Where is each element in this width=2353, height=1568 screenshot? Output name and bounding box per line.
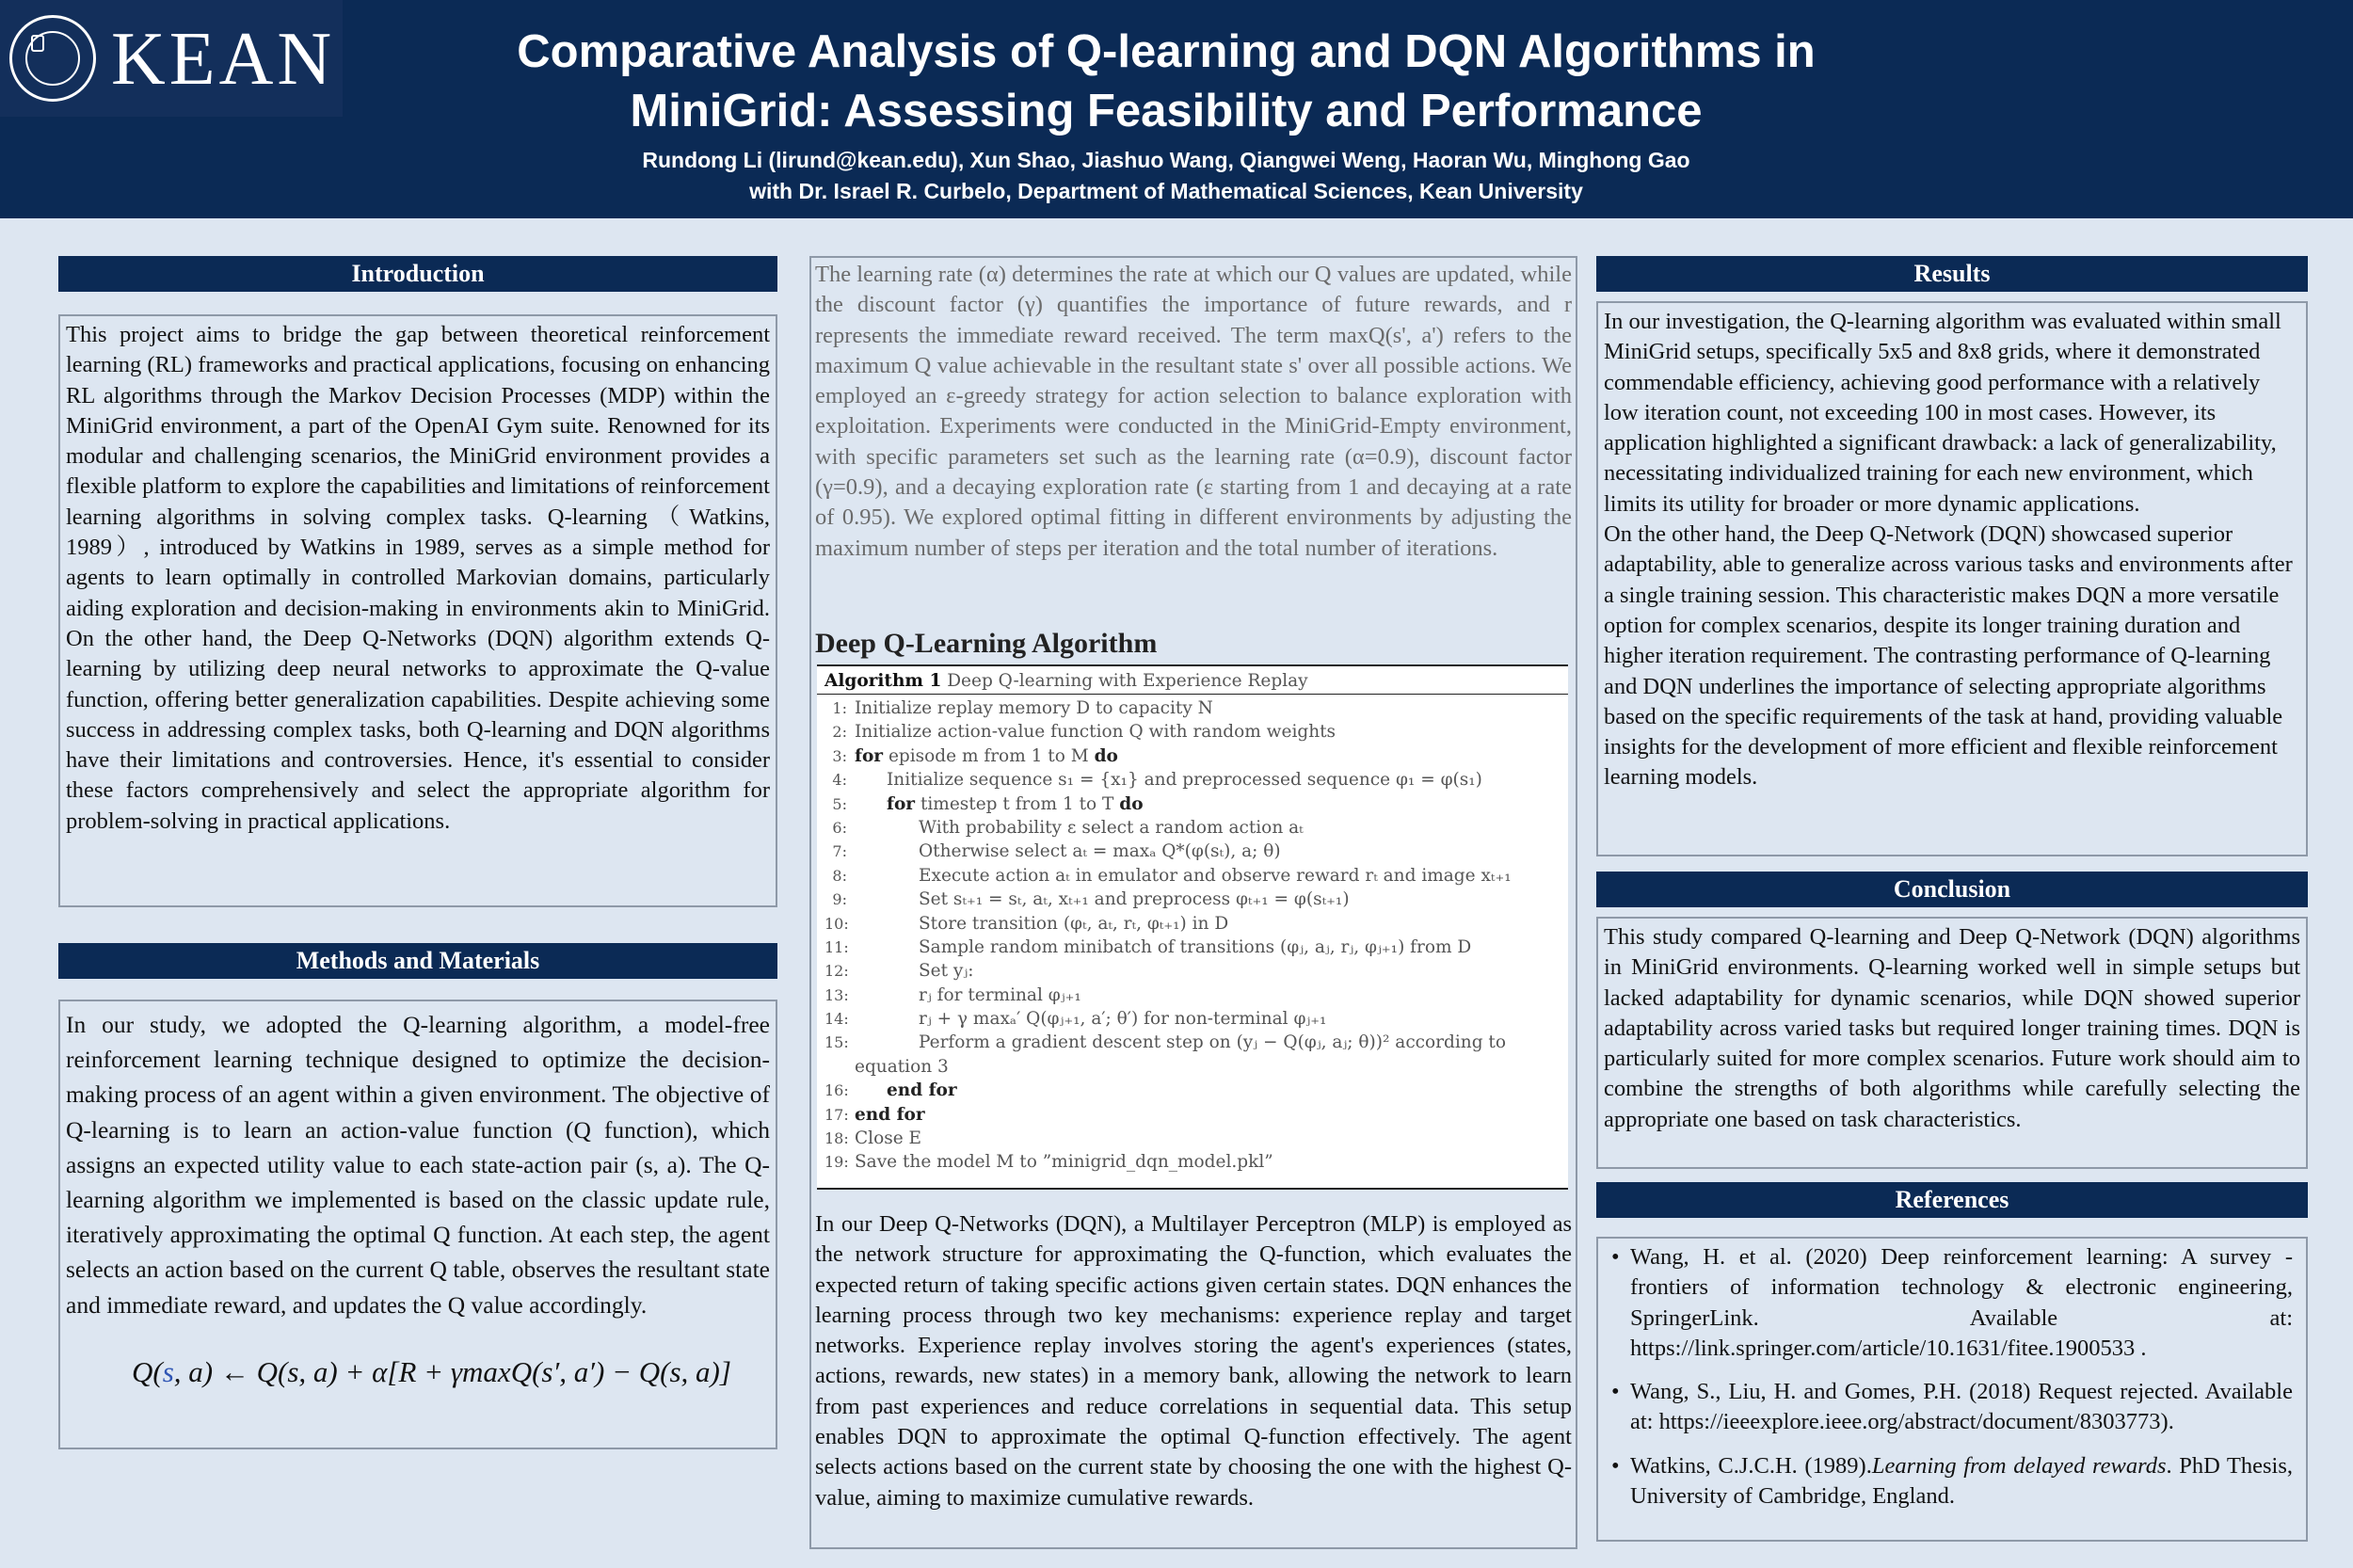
conclusion-heading: Conclusion [1596,872,2308,907]
algorithm-line-text: Set sₜ₊₁ = sₜ, aₜ, xₜ₊₁ and preprocess φₜ₊₁ = φ(sₜ₊₁) [919,889,1350,910]
title-line-1: Comparative Analysis of Q-learning and DQN Algorithms in [517,26,1816,77]
algorithm-line [824,696,1561,720]
logo-wordmark: KEAN [111,18,336,101]
authors-line-2: with Dr. Israel R. Curbelo, Department of Mathematical Sciences, Kean University [749,179,1583,203]
algorithm-line [824,792,1561,816]
university-seal-icon [9,15,96,102]
results-heading: Results [1596,256,2308,292]
results-box [1596,301,2308,856]
algorithm-line-number: 19: [824,1153,849,1172]
introduction-box [58,314,777,907]
algorithm-line [824,840,1561,863]
learning-rate-text: The learning rate (α) determines the rate at which our Q values are updated, while the discount factor (γ) quantifies the importance of future rewards, and r represents the immediate reward received. The term maxQ(s', a') refers to the maximum Q value achievable in the resultant state s' over all possible actions. We employed an ε-greedy strategy for action selection to balance exploration with exploitation. Experiments were conducted in the MiniGrid-Empty environment, with specific parameters set such as the learning rate (α=0.9), discount factor (γ=0.9), and a decaying exploration rate (ε starting from 1 and decaying at a rate of 0.95). We explored optimal fitting in different environments by adjusting the maximum number of steps per iteration and the total number of iterations. [815,262,1572,561]
algorithm-line-text: Sample random minibatch of transitions (φⱼ, aⱼ, rⱼ, φⱼ₊₁) from D [919,936,1472,957]
algorithm-line-text: Initialize action-value function Q with random weights [855,722,1337,743]
algorithm-line [824,1055,1561,1079]
results-paragraph-1: In our investigation, the Q-learning algorithm was evaluated within small MiniGrid setups, specifically 5x5 and 8x8 grids, where it demonstrated commendable efficiency, achieving good performance with a relatively low iteration count, not exceeding 100 in most cases. However, its application highlighted a significant drawback: a lack of generalizability, necessitating individualized training for each new environment, which limits its utility for broader or more dynamic applications. [1604,309,2281,517]
algorithm-line-number: 3: [832,746,847,765]
algorithm-line-number: 14: [824,1010,849,1029]
algorithm-line-text: for episode m from 1 to M do [855,745,1118,766]
algorithm-line [824,912,1561,936]
algorithm-lines [817,695,1568,1176]
methods-text: In our study, we adopted the Q-learning algorithm, a model-free reinforcement learning technique designed to optimize the decision-making process of an agent within a given environment. The objective of Q-learning is to learn an action-value function (Q function), which assigns an expected utility value to each state-action pair (s, a). The Q-learning algorithm we implemented is based on the classic update rule, iteratively approximating the optimal Q function. At each step, the agent selects an action based on the current Q table, observes the resultant state and immediate reward, and updates the Q value accordingly. [66,1011,770,1319]
algorithm-line [824,1007,1561,1031]
algorithm-line [824,1103,1561,1127]
algorithm-line-text: Save the model M to ”minigrid_dqn_model.pkl” [855,1152,1273,1173]
algorithm-line [824,888,1561,911]
reference-item: • Wang, H. et al. (2020) Deep reinforcement learning: A survey - frontiers of information technology & electronic engineering, SpringerLink. Available at: https://link.springer.com/article/10.1631/fitee.1900533 . [1611,1242,2293,1364]
poster-header [0,0,2353,218]
title-line-2: MiniGrid: Assessing Feasibility and Performance [630,86,1703,136]
algorithm-line-text: Execute action aₜ in emulator and observe reward rₜ and image xₜ₊₁ [919,865,1512,886]
algorithm-line [824,744,1561,768]
algorithm-line-number: 12: [824,962,849,981]
algorithm-line-number: 8: [832,866,847,885]
algorithm-line-text: Otherwise select aₜ = maxₐ Q*(φ(sₜ), a; θ) [919,841,1281,862]
algorithm-line-text: Set yⱼ: [919,961,974,982]
algorithm-line [824,1079,1561,1102]
algorithm-line [824,959,1561,983]
algorithm-line-text: rⱼ for terminal φⱼ₊₁ [919,984,1081,1005]
algorithm-line-number: 18: [824,1129,849,1148]
algorithm-line-text: end for [887,1080,957,1101]
algorithm-line [824,1031,1561,1054]
methods-heading: Methods and Materials [58,943,777,979]
algorithm-line-number: 7: [832,842,847,861]
algorithm-line [824,768,1561,792]
kean-logo [0,0,343,117]
conclusion-text: This study compared Q-learning and Deep Q-Network (DQN) algorithms in MiniGrid environments. Q-learning worked well in simple setups but lacked adaptability for dynamic scenarios, while DQN showed superior adaptability across varied tasks but required longer training times. DQN is particularly suited for more complex scenarios. Future work should aim to combine the strengths of both algorithms while carefully selecting the appropriate one based on task characteristics. [1604,924,2300,1132]
algorithm-line-text: Store transition (φₜ, aₜ, rₜ, φₜ₊₁) in D [919,913,1229,934]
references-heading: References [1596,1182,2308,1218]
algorithm-line [824,1150,1561,1174]
author-list [343,145,1990,207]
algorithm-line-number: 5: [832,794,847,813]
algorithm-line [824,936,1561,959]
algorithm-line [824,816,1561,840]
poster-title [343,23,1990,141]
algorithm-line-text: With probability ε select a random action aₜ [919,817,1304,838]
algorithm-line-number: 13: [824,985,849,1004]
algorithm-line-number: 1: [832,699,847,717]
reference-item: • Watkins, C.J.C.H. (1989).Learning from delayed rewards. PhD Thesis, University of Cambridge, England. [1611,1451,2293,1512]
algorithm-line-text: equation 3 [855,1056,949,1077]
algorithm-line-number: 17: [824,1105,849,1124]
algorithm-line-number: 10: [824,914,849,933]
algorithm-line-number: 2: [832,723,847,742]
authors-line-1: Rundong Li (lirund@kean.edu), Xun Shao, Jiashuo Wang, Qiangwei Weng, Haoran Wu, Minghong Gao [642,148,1690,172]
algorithm-line-number: 11: [824,937,849,956]
results-paragraph-2: On the other hand, the Deep Q-Network (DQN) showcased superior adaptability, able to generalize across various tasks and environments after a single training session. This characteristic makes DQN a more versatile option for complex scenarios, despite its longer training duration and higher iteration requirement. The contrasting performance of Q-learning and DQN underlines the importance of selecting appropriate algorithms based on the specific requirements of the task at hand, providing valuable insights for the development of more efficient and flexible reinforcement learning models. [1604,521,2293,791]
reference-item: • Wang, S., Liu, H. and Gomes, P.H. (2018) Request rejected. Available at: https://ieeexplore.ieee.org/abstract/document/8303773). [1611,1377,2293,1438]
algorithm-line-text: Initialize sequence s₁ = {x₁} and preprocessed sequence φ₁ = φ(s₁) [887,770,1482,791]
introduction-heading: Introduction [58,256,777,292]
introduction-text: This project aims to bridge the gap between theoretical reinforcement learning (RL) frameworks and practical applications, focusing on enhancing RL algorithms through the Markov Decision Processes (MDP) within the MiniGrid environment, a part of the OpenAI Gym suite. Renowned for its modular and challenging scenarios, the MiniGrid environment provides a flexible platform to explore the capabilities and limitations of reinforcement learning algorithms in solving complex tasks. Q-learning（Watkins, 1989）, introduced by Watkins in 1989, serves as a simple method for agents to learn optimally in controlled Markovian domains, particularly aiding exploration and decision-making in environments akin to MiniGrid. On the other hand, the Deep Q-Networks (DQN) algorithm extends Q-learning by utilizing deep neural networks to approximate the Q-value function, offering better generalization capabilities. Despite achieving some success in addressing complex tasks, both Q-learning and DQN algorithms have their limitations and controversies. Hence, it's essential to consider these factors comprehensively and select the appropriate algorithm for problem-solving in practical applications. [66,322,770,834]
algorithm-line-text: for timestep t from 1 to T do [887,793,1144,814]
algorithm-block [817,664,1568,1190]
algorithm-line [824,984,1561,1007]
algorithm-line-number: 15: [824,1033,849,1052]
dqn-description-text: In our Deep Q-Networks (DQN), a Multilayer Perceptron (MLP) is employed as the network structure for approximating the Q-function, which evaluates the expected return of taking specific actions given certain states. DQN enhances the learning process through two key mechanisms: experience replay and target networks. Experience replay involves storing the agent's experiences (states, actions, rewards, new states) in a memory bank, allowing the network to learn from past experiences and reduce correlations in sequential data. This setup enables DQN to approximate the optimal Q-function effectively. The agent selects actions based on the current state by choosing the one with the highest Q-value, aiming to maximize cumulative rewards. [815,1211,1572,1511]
dqn-algorithm-heading: Deep Q-Learning Algorithm [815,628,1158,659]
algorithm-line-number: 6: [832,818,847,837]
algorithm-line-number: 16: [824,1081,849,1100]
q-update-formula: Q(s, a) ← Q(s, a) + α[R + γmaxQ(s′, a′) − Q(s, a)] [132,1355,731,1388]
algorithm-title: Algorithm 1 Deep Q-learning with Experience Replay [817,666,1568,695]
algorithm-line [824,864,1561,888]
algorithm-line-number: 4: [832,771,847,790]
algorithm-line-text: rⱼ + γ maxₐ′ Q(φⱼ₊₁, a′; θ′) for non-terminal φⱼ₊₁ [919,1009,1327,1030]
algorithm-line-text: Close E [855,1128,922,1149]
algorithm-line [824,1127,1561,1150]
algorithm-line [824,720,1561,744]
algorithm-line-text: Perform a gradient descent step on (yⱼ − Q(φⱼ, aⱼ; θ))² according to [919,1032,1506,1053]
conclusion-box [1596,917,2308,1169]
algorithm-line-text: end for [855,1104,925,1125]
references-box [1596,1237,2308,1542]
algorithm-line-number: 9: [832,890,847,909]
algorithm-line-text: Initialize replay memory D to capacity N [855,698,1213,718]
